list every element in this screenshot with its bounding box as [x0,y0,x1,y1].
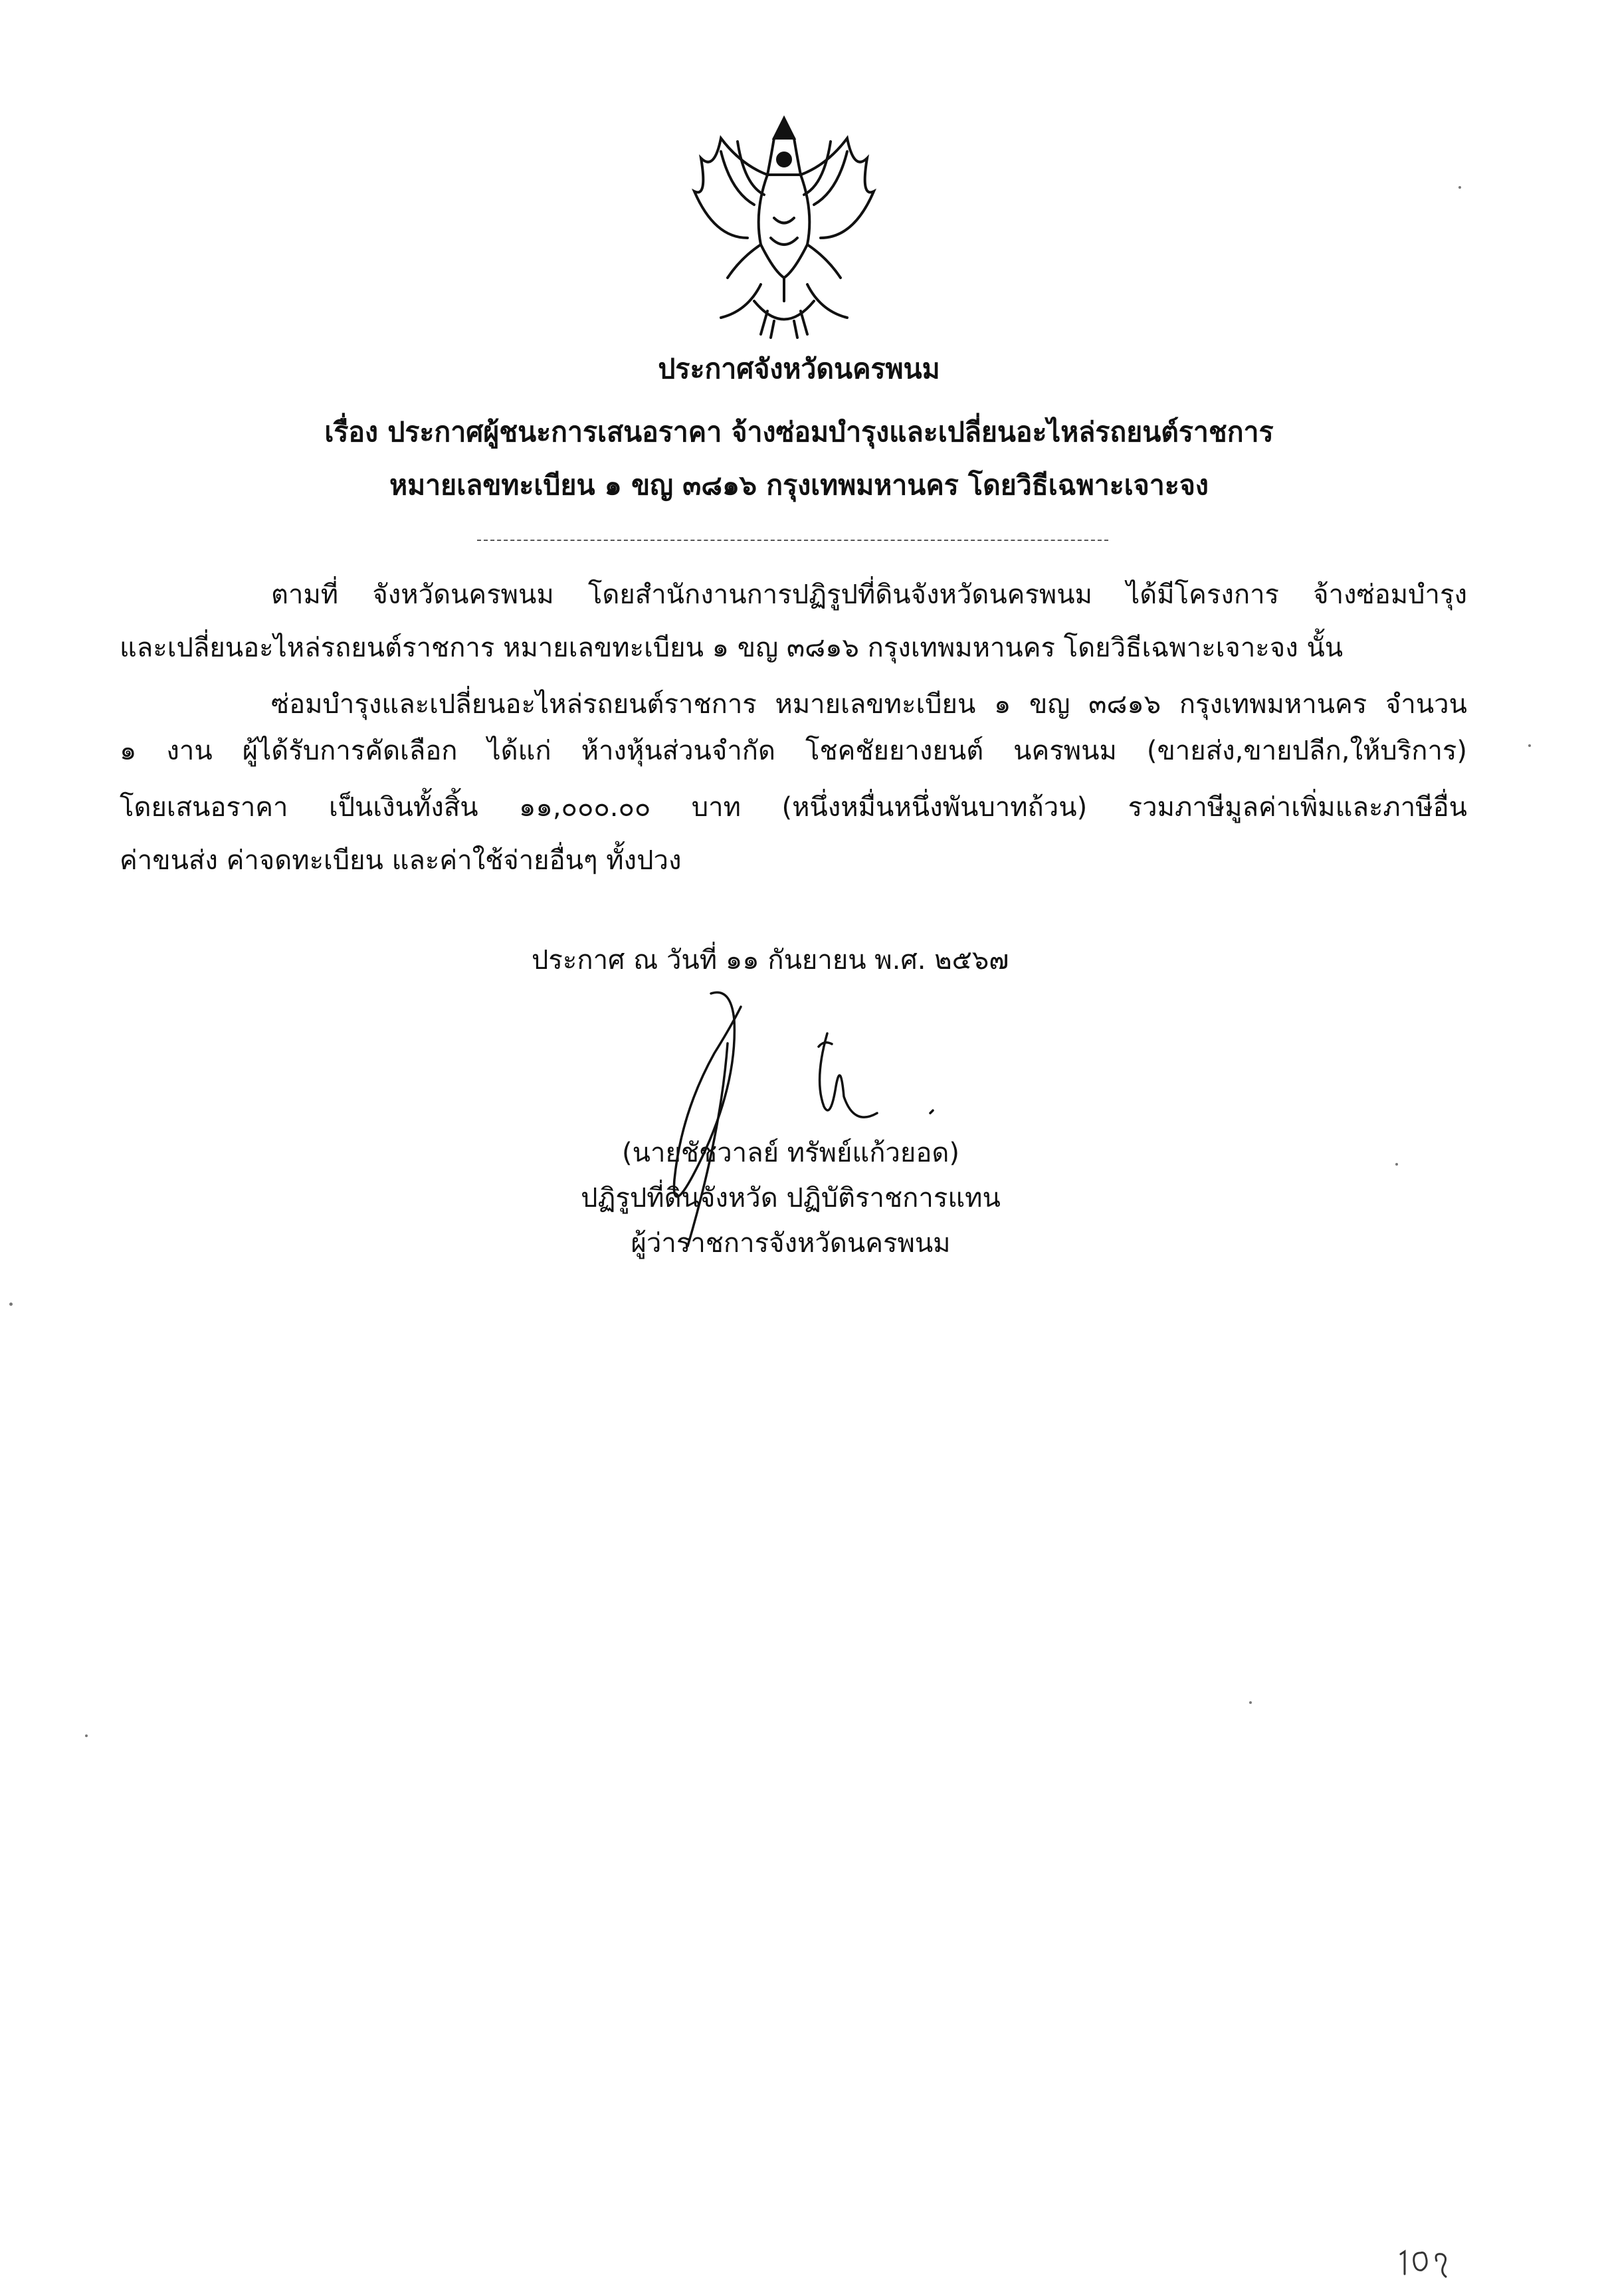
paragraph-1-line-2: และเปลี่ยนอะไหล่รถยนต์ราชการ หมายเลขทะเบียน ๑ ขญ ๓๘๑๖ กรุงเทพมหานคร โดยวิธีเฉพาะเจาะจง นั้น [120,633,1344,663]
signature-block [545,1140,1037,1275]
title-divider [477,540,1108,541]
announcement-subject-continued: หมายเลขทะเบียน ๑ ขญ ๓๘๑๖ กรุงเทพมหานคร โดยวิธีเฉพาะเจาะจง [389,469,1209,501]
paragraph-2-line-3: โดยเสนอราคา เป็นเงินทั้งสิ้น ๑๑,๐๐๐.๐๐ บาท (หนึ่งหมื่นหนึ่งพันบาทถ้วน) รวมภาษีมูลค่าเพิ่มและภาษีอื่น [120,792,1467,823]
paragraph-1-line-1: ตามที่ จังหวัดนครพนม โดยสำนักงานการปฏิรูปที่ดินจังหวัดนครพนม ได้มีโครงการ จ้างซ่อมบำรุง [271,579,1467,610]
scan-speck [1249,1701,1252,1704]
scan-speck [1458,186,1461,189]
signatory-position: ปฏิรูปที่ดินจังหวัด ปฏิบัติราชการแทน [581,1183,1001,1213]
garuda-emblem-icon [674,112,894,344]
announcement-subject: เรื่อง ประกาศผู้ชนะการเสนอราคา จ้างซ่อมบำรุงและเปลี่ยนอะไหล่รถยนต์ราชการ [324,416,1274,448]
signatory-name: (นายชัชวาลย์ ทรัพย์แก้วยอด) [622,1138,959,1168]
scan-speck [85,1734,88,1737]
announcement-date: ประกาศ ณ วันที่ ๑๑ กันยายน พ.ศ. ๒๕๖๗ [532,945,1009,976]
paragraph-2-line-1: ซ่อมบำรุงและเปลี่ยนอะไหล่รถยนต์ราชการ หมายเลขทะเบียน ๑ ขญ ๓๘๑๖ กรุงเทพมหานคร จำนวน [271,689,1467,720]
paragraph-2-line-4: ค่าขนส่ง ค่าจดทะเบียน และค่าใช้จ่ายอื่นๆ ทั้งปวง [120,845,682,876]
announcement-title: ประกาศจังหวัดนครพนม [658,353,940,385]
handwritten-page-number [1395,2246,1455,2279]
scan-speck [1528,744,1531,747]
scan-speck [9,1303,13,1306]
paragraph-2-line-2: ๑ งาน ผู้ได้รับการคัดเลือก ได้แก่ ห้างหุ้นส่วนจำกัด โชคชัยยางยนต์ นครพนม (ขายส่ง,ขายปลีก,ให้บริการ) [120,736,1467,766]
scan-speck [1395,1163,1398,1166]
signatory-position-2: ผู้ว่าราชการจังหวัดนครพนม [631,1228,951,1259]
